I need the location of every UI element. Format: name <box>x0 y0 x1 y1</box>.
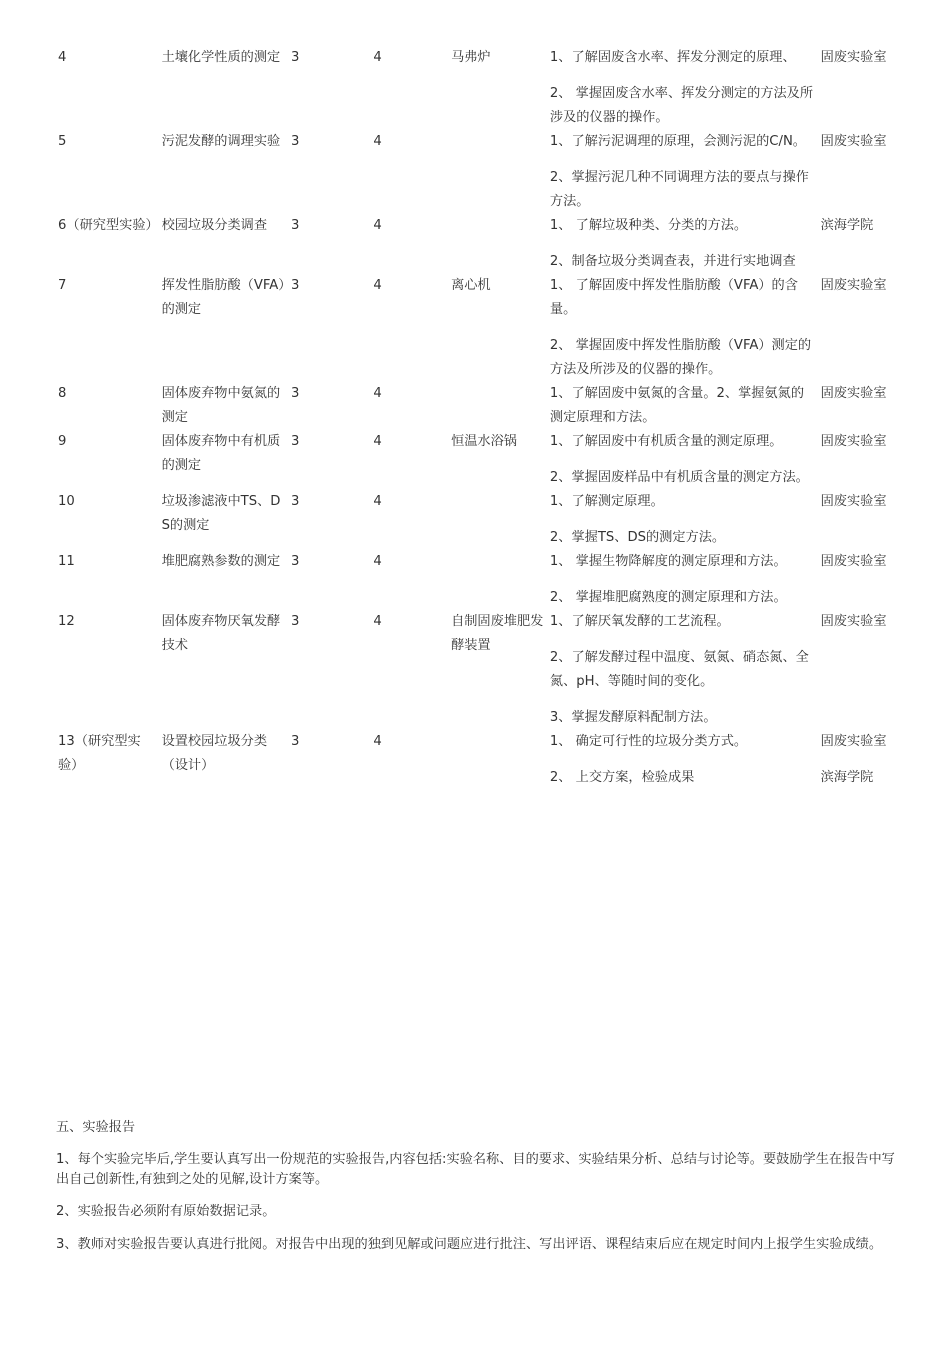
group-size: 4 <box>373 734 382 749</box>
lab-location-item: 固废实验室 <box>820 434 887 449</box>
requirements <box>548 730 819 790</box>
experiment-hours: 3 <box>291 218 300 233</box>
requirements <box>548 274 819 382</box>
lab-location <box>819 550 901 610</box>
lab-location <box>819 490 901 550</box>
requirements <box>548 46 819 130</box>
requirement-item: 1、了解固废含水率、挥发分测定的原理、 <box>549 50 796 65</box>
requirements <box>548 382 819 430</box>
requirement-item: 2、 掌握固废含水率、挥发分测定的方法及所涉及的仪器的操作。 <box>549 86 814 125</box>
lab-location-item: 固废实验室 <box>820 386 887 401</box>
experiment-name: 固体废弃物中氨氮的测定 <box>161 386 281 425</box>
experiment-number: 12 <box>58 614 75 629</box>
requirement-item: 1、了解测定原理。 <box>549 494 664 509</box>
requirement-item: 2、 上交方案，检验成果 <box>549 770 695 785</box>
equipment: 离心机 <box>451 278 491 293</box>
requirement-item: 2、 掌握固废中挥发性脂肪酸（VFA）测定的方法及所涉及的仪器的操作。 <box>549 338 812 377</box>
table-row <box>56 274 901 382</box>
group-size: 4 <box>373 614 382 629</box>
experiment-hours: 3 <box>291 494 300 509</box>
experiment-hours: 3 <box>291 134 300 149</box>
requirement-item: 1、了解固废中有机质含量的测定原理。 <box>549 434 783 449</box>
lab-location <box>819 730 901 790</box>
lab-location-item: 滨海学院 <box>820 770 874 785</box>
experiment-number: 7 <box>58 278 67 293</box>
table-row <box>56 382 901 430</box>
lab-location-item: 固废实验室 <box>820 554 887 569</box>
experiment-number: 4 <box>58 50 67 65</box>
experiment-number: 10 <box>58 494 75 509</box>
report-item-3: 3、教师对实验报告要认真进行批阅。对报告中出现的独到见解或问题应进行批注、写出评语、课程结束后应在规定时间内上报学生实验成绩。 <box>56 1237 883 1252</box>
experiment-hours: 3 <box>291 50 300 65</box>
requirement-item: 2、掌握污泥几种不同调理方法的要点与操作方法。 <box>549 170 809 209</box>
group-size: 4 <box>373 134 382 149</box>
requirements <box>548 610 819 730</box>
equipment <box>449 490 548 550</box>
equipment <box>449 130 548 214</box>
lab-location <box>819 430 901 490</box>
experiment-hours: 3 <box>291 554 300 569</box>
equipment <box>449 382 548 430</box>
experiment-hours: 3 <box>291 434 300 449</box>
group-size: 4 <box>373 494 382 509</box>
requirement-item: 1、了解污泥调理的原理，会测污泥的C/N。 <box>549 134 806 149</box>
table-row <box>56 730 901 790</box>
requirement-item: 2、了解发酵过程中温度、氨氮、硝态氮、全氮、pH、等随时间的变化。 <box>549 650 809 689</box>
requirement-item: 2、掌握TS、DS的测定方法。 <box>549 530 726 545</box>
lab-location <box>819 214 901 274</box>
group-size: 4 <box>373 50 382 65</box>
group-size: 4 <box>373 278 382 293</box>
lab-location-item: 固废实验室 <box>820 278 887 293</box>
requirement-item: 1、了解厌氧发酵的工艺流程。 <box>549 614 730 629</box>
group-size: 4 <box>373 386 382 401</box>
experiment-number: 11 <box>58 554 75 569</box>
table-row <box>56 130 901 214</box>
requirements <box>548 550 819 610</box>
equipment <box>449 730 548 790</box>
equipment <box>449 214 548 274</box>
requirement-item: 1、 了解固废中挥发性脂肪酸（VFA）的含量。 <box>549 278 798 317</box>
group-size: 4 <box>373 218 382 233</box>
report-item-2: 2、实验报告必须附有原始数据记录。 <box>56 1204 276 1219</box>
lab-location <box>819 382 901 430</box>
equipment: 恒温水浴锅 <box>451 434 517 449</box>
table-row <box>56 214 901 274</box>
experiment-name: 污泥发酵的调理实验 <box>161 134 281 149</box>
experiment-name: 设置校园垃圾分类（设计） <box>161 734 268 773</box>
experiment-number: 6（研究型实验） <box>58 218 159 233</box>
requirements <box>548 430 819 490</box>
requirement-item: 2、掌握固废样品中有机质含量的测定方法。 <box>549 470 809 485</box>
lab-location-item: 滨海学院 <box>820 218 874 233</box>
experiment-hours: 3 <box>291 386 300 401</box>
table-row <box>56 550 901 610</box>
experiment-table-body <box>56 46 901 790</box>
requirement-item: 3、掌握发酵原料配制方法。 <box>549 710 717 725</box>
lab-location-item: 固废实验室 <box>820 494 887 509</box>
experiment-name: 土壤化学性质的测定 <box>161 50 281 65</box>
experiment-number: 5 <box>58 134 67 149</box>
experiment-name: 固体废弃物中有机质的测定 <box>161 434 281 473</box>
table-row <box>56 46 901 130</box>
requirement-item: 2、制备垃圾分类调查表，并进行实地调查 <box>549 254 796 269</box>
experiment-table <box>56 46 901 790</box>
lab-location-item: 固废实验室 <box>820 134 887 149</box>
lab-location <box>819 610 901 730</box>
experiment-number: 9 <box>58 434 67 449</box>
group-size: 4 <box>373 434 382 449</box>
requirement-item: 1、了解固废中氨氮的含量。2、掌握氨氮的测定原理和方法。 <box>549 386 805 425</box>
experiment-name: 挥发性脂肪酸（VFA）的测定 <box>161 278 285 317</box>
lab-location <box>819 130 901 214</box>
requirement-item: 2、 掌握堆肥腐熟度的测定原理和方法。 <box>549 590 787 605</box>
report-heading: 五、实验报告 <box>56 1120 136 1135</box>
experiment-number: 13（研究型实验） <box>58 734 141 773</box>
lab-location <box>819 274 901 382</box>
group-size: 4 <box>373 554 382 569</box>
experiment-hours: 3 <box>291 734 300 749</box>
requirements <box>548 214 819 274</box>
experiment-name: 垃圾渗滤液中TS、DS的测定 <box>161 494 281 533</box>
experiment-hours: 3 <box>291 614 300 629</box>
lab-location <box>819 46 901 130</box>
experiment-name: 固体废弃物厌氧发酵技术 <box>161 614 281 653</box>
requirements <box>548 490 819 550</box>
experiment-hours: 3 <box>291 278 300 293</box>
equipment: 马弗炉 <box>451 50 491 65</box>
equipment <box>449 550 548 610</box>
requirement-item: 1、 掌握生物降解度的测定原理和方法。 <box>549 554 787 569</box>
lab-location-item: 固废实验室 <box>820 734 887 749</box>
experiment-name: 堆肥腐熟参数的测定 <box>161 554 281 569</box>
table-row <box>56 490 901 550</box>
report-item-1: 1、每个实验完毕后,学生要认真写出一份规范的实验报告,内容包括:实验名称、目的要求、实验结果分析、总结与讨论等。要鼓励学生在报告中写出自己创新性,有独到之处的见解,设计方案等。 <box>56 1152 895 1187</box>
requirement-item: 1、 了解垃圾种类、分类的方法。 <box>549 218 748 233</box>
experiment-number: 8 <box>58 386 67 401</box>
lab-location-item: 固废实验室 <box>820 614 887 629</box>
table-row <box>56 430 901 490</box>
equipment: 自制固废堆肥发酵装置 <box>451 614 544 653</box>
experiment-name: 校园垃圾分类调查 <box>161 218 268 233</box>
requirements <box>548 130 819 214</box>
lab-location-item: 固废实验室 <box>820 50 887 65</box>
table-row <box>56 610 901 730</box>
requirement-item: 1、 确定可行性的垃圾分类方式。 <box>549 734 748 749</box>
